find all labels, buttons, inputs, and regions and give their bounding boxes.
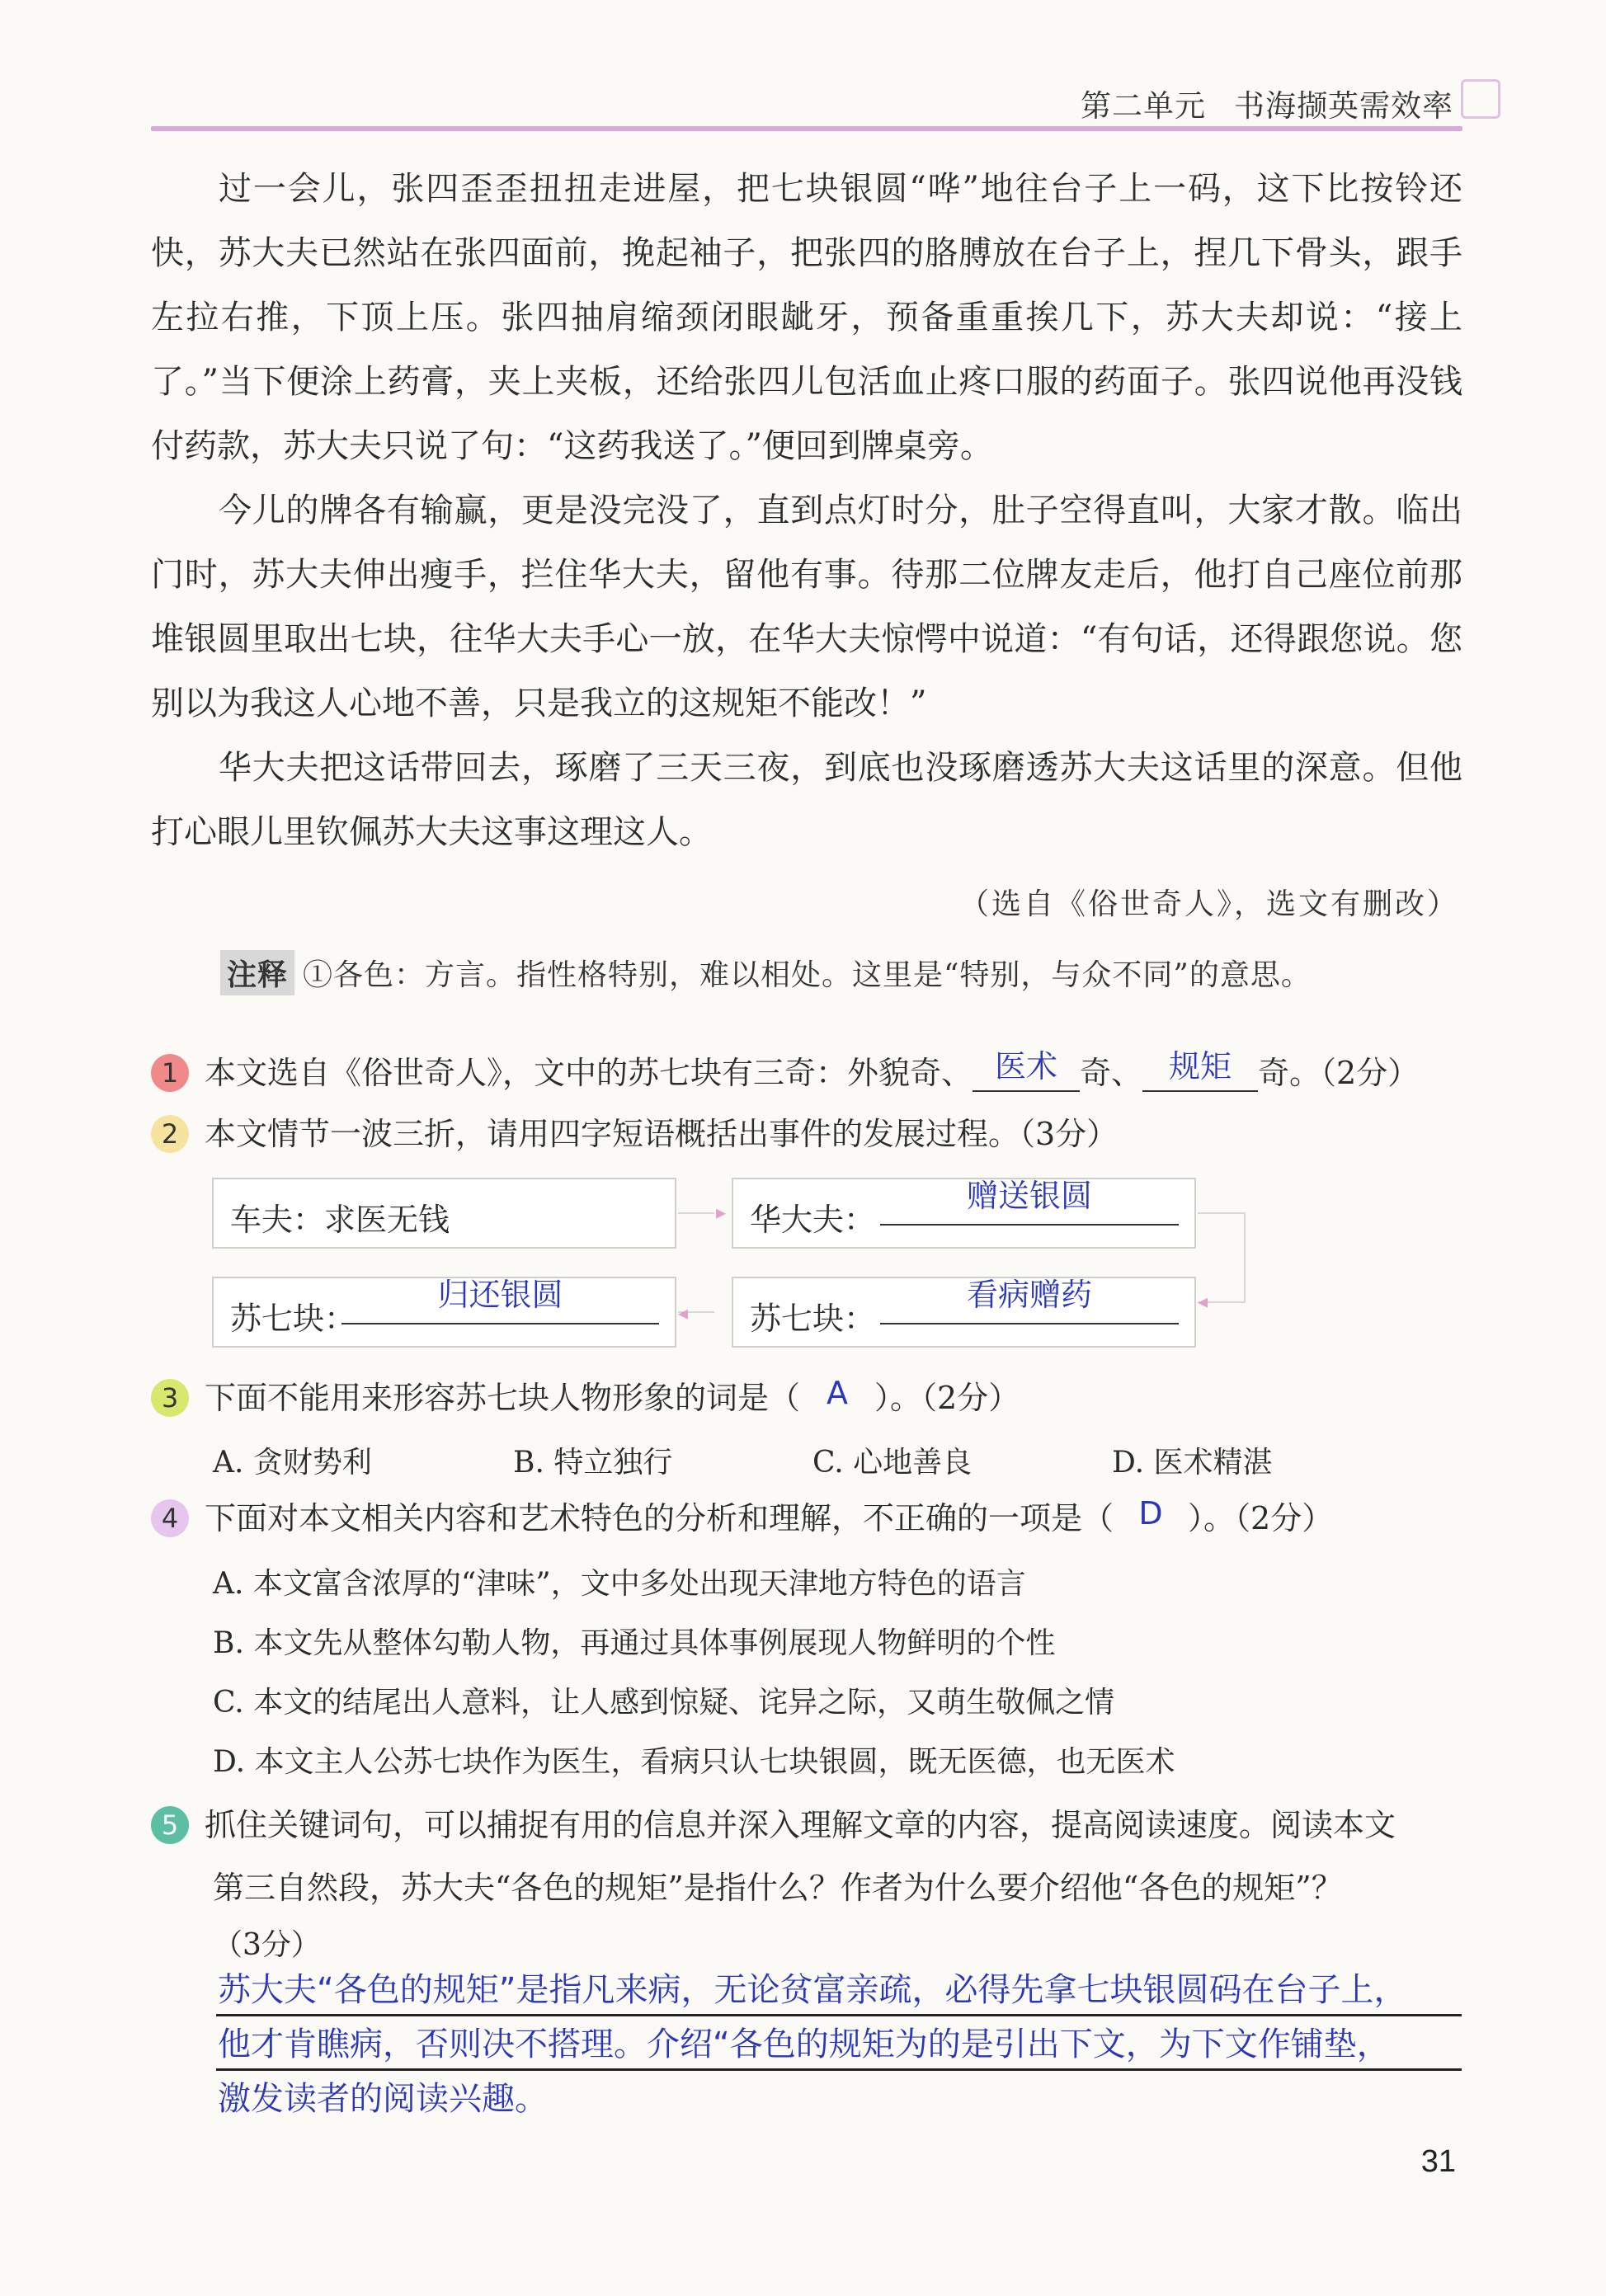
answer-line-2[interactable]	[216, 2019, 1462, 2071]
reading-passage	[151, 157, 1462, 864]
question-number-badge: 1	[151, 1054, 189, 1092]
flow-box-2	[732, 1178, 1196, 1249]
handwritten-answer: 规矩	[1169, 1048, 1232, 1084]
answer-line[interactable]	[880, 1178, 1179, 1226]
unit-title: 书海撷英需效率	[1234, 88, 1453, 124]
flow-box-text: 车夫：求医无钱	[230, 1202, 450, 1238]
paragraph-2: 今儿的牌各有输赢，更是没完没了，直到点灯时分，肚子空得直叫，大家才散。临出门时，苏大夫伸出瘦手，拦住华大夫，留他有事。待那二位牌友走后，他打自己座位前那堆银圆里取出七块，往华大夫手心一放，在华大夫惊愕中说道：“有句话，还得跟您说。您别以为我这人心地不善，只是我立的这规矩不能改！”	[151, 492, 1462, 722]
header-divider	[151, 126, 1462, 131]
header-decoration-icon	[1461, 79, 1500, 119]
question-text	[205, 1375, 1020, 1417]
question-text: 本文情节一波三折，请用四字短语概括出事件的发展过程。（3分）	[205, 1116, 1119, 1152]
page-header	[1081, 81, 1453, 125]
arrow-right-icon: ▸	[716, 1201, 727, 1224]
passage-source: （选自《俗世奇人》，选文有删改）	[958, 887, 1459, 921]
choice-blank[interactable]	[800, 1375, 874, 1417]
question-1-prompt: 本文选自《俗世奇人》，文中的苏七块有三奇：外貌奇、	[205, 1055, 973, 1091]
question-text	[205, 1048, 1420, 1092]
question-number-badge: 4	[151, 1499, 189, 1537]
flow-connector	[678, 1212, 714, 1214]
question-5-line-3: （3分）	[213, 1928, 321, 1962]
question-5	[151, 1806, 1462, 1847]
question-3-prompt: 下面不能用来形容苏七块人物形象的词是（	[205, 1380, 801, 1416]
handwritten-answer: D	[1138, 1495, 1163, 1531]
option-b: B. 特立独行	[513, 1446, 673, 1480]
arrow-left-icon: ◂	[1198, 1290, 1208, 1313]
answer-line[interactable]	[880, 1277, 1179, 1324]
answer-line-1[interactable]	[216, 1964, 1462, 2016]
question-4	[151, 1495, 1462, 1541]
question-number-badge: 5	[151, 1806, 189, 1844]
paragraph-3: 华大夫把这话带回去，琢磨了三天三夜，到底也没琢磨透苏大夫这话里的深意。但他打心眼儿里钦佩苏大夫这事这理这人。	[151, 749, 1462, 851]
question-4-prompt: 下面对本文相关内容和艺术特色的分析和理解，不正确的一项是（	[205, 1500, 1114, 1536]
question-text: 抓住关键词句，可以捕捉有用的信息并深入理解文章的内容，提高阅读速度。阅读本文	[205, 1807, 1396, 1843]
handwritten-answer: 医术	[995, 1048, 1058, 1084]
question-5-line-2: 第三自然段，苏大夫“各色的规矩”是指什么？作者为什么要介绍他“各色的规矩”？	[213, 1870, 1343, 1906]
handwritten-answer: 激发读者的阅读兴趣。	[218, 2080, 548, 2118]
answer-blank-2[interactable]	[1142, 1048, 1258, 1092]
annotation-tag: 注释	[220, 950, 294, 995]
option-c: C. 本文的结尾出人意料，让人感到惊疑、诧异之际，又萌生敬佩之情	[213, 1686, 1115, 1720]
question-text	[205, 1495, 1334, 1537]
option-b: B. 本文先从整体勾勒人物，再通过具体事例展现人物鲜明的个性	[213, 1626, 1056, 1660]
answer-blank-1[interactable]	[973, 1048, 1080, 1092]
handwritten-answer: 赠送银圆	[966, 1178, 1092, 1214]
option-c: C. 心地善良	[812, 1446, 973, 1480]
option-d: D. 医术精湛	[1112, 1446, 1273, 1480]
flow-box-1	[212, 1178, 676, 1249]
handwritten-answer: 看病赠药	[966, 1277, 1092, 1313]
handwritten-answer: 苏大夫“各色的规矩”是指凡来病，无论贫富亲疏，必得先拿七块银圆码在台子上，	[218, 1971, 1407, 2009]
arrow-left-icon: ◂	[678, 1301, 689, 1324]
question-1-mid: 奇、	[1080, 1055, 1143, 1091]
annotation-text: ①各色：方言。指性格特别，难以相处。这里是“特别，与众不同”的意思。	[303, 958, 1312, 992]
handwritten-answer: 归还银圆	[437, 1277, 563, 1313]
question-3	[151, 1375, 1462, 1420]
option-d: D. 本文主人公苏七块作为医生，看病只认七块银圆，既无医德，也无医术	[213, 1745, 1175, 1779]
handwritten-answer: A	[827, 1375, 849, 1411]
handwritten-answer: 他才肯瞧病，否则决不搭理。介绍“各色的规矩为的是引出下文，为下文作铺垫，	[218, 2025, 1390, 2063]
paragraph-1: 过一会儿，张四歪歪扭扭走进屋，把七块银圆“哗”地往台子上一码，这下比按铃还快，苏大夫已然站在张四面前，挽起袖子，把张四的胳膊放在台子上，捏几下骨头，跟手左拉右推，下顶上压。张四抽肩缩颈闭眼龇牙，预备重重挨几下，苏大夫却说：“接上了。”当下便涂上药膏，夹上夹板，还给张四儿包活血止疼口服的药面子。张四说他再没钱付药款，苏大夫只说了句：“这药我送了。”便回到牌桌旁。	[151, 170, 1462, 465]
flow-box-label: 苏七块：	[230, 1301, 356, 1337]
annotation	[220, 950, 1312, 995]
question-3-suffix: ）。（2分）	[874, 1380, 1020, 1416]
answer-line-3[interactable]	[216, 2073, 1462, 2123]
choice-blank[interactable]	[1114, 1495, 1188, 1537]
flow-box-label: 苏七块：	[750, 1301, 876, 1337]
flow-box-label: 华大夫：	[750, 1202, 876, 1238]
unit-label: 第二单元	[1081, 88, 1206, 124]
option-a: A. 贪财势利	[213, 1446, 372, 1480]
question-2	[151, 1115, 1462, 1156]
flow-box-3	[732, 1277, 1196, 1348]
question-number-badge: 2	[151, 1115, 189, 1153]
question-1	[151, 1048, 1462, 1095]
question-4-suffix: ）。（2分）	[1188, 1500, 1334, 1536]
question-1-suffix: 奇。（2分）	[1258, 1055, 1420, 1091]
option-a: A. 本文富含浓厚的“津味”，文中多处出现天津地方特色的语言	[213, 1567, 1026, 1601]
answer-line[interactable]	[341, 1277, 659, 1324]
flow-box-4	[212, 1277, 676, 1348]
question-number-badge: 3	[151, 1379, 189, 1417]
page-number: 31	[1420, 2144, 1456, 2179]
